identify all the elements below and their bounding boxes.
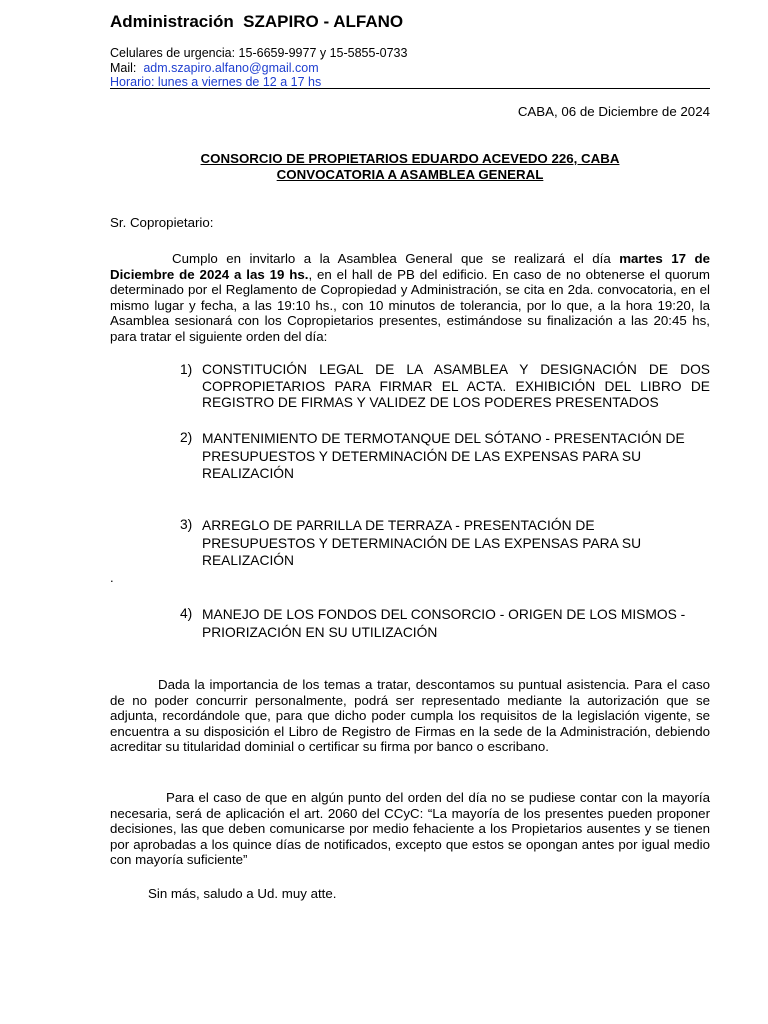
agenda-text: CONSTITUCIÓN LEGAL DE LA ASAMBLEA Y DESIGNACIÓN DE DOS COPROPIETARIOS PARA FIRMAR EL ACTA. EXHIBICIÓN DEL LIBRO DE REGISTRO DE FIRMAS Y VALIDEZ DE LOS PODERES PRESENTADOS: [202, 362, 710, 410]
office-hours: Horario: lunes a viernes de 12 a 17 hs: [110, 75, 322, 89]
agenda-text: MANEJO DE LOS FONDOS DEL CONSORCIO - ORIGEN DE LOS MISMOS - PRIORIZACIÓN EN SU UTILIZACIÓN: [202, 607, 686, 640]
letter-heading: [110, 151, 710, 182]
heading-line-1: CONSORCIO DE PROPIETARIOS EDUARDO ACEVEDO 226, CABA: [200, 151, 620, 166]
intro-paragraph: [110, 251, 710, 344]
closing-line: Sin más, saludo a Ud. muy atte.: [148, 886, 337, 901]
attendance-text: Dada la importancia de los temas a tratar, descontamos su puntual asistencia. Para el caso de no poder concurrir personalmente, podrá ser representado mediante la autorización que se adjunta, recordándole que, para que dicho poder cumpla los requisitos de la legislación vigente, se encuentra a su disposición el Libro de Registro de Firmas en la sede de la Administración, debiendo acreditar su titularidad dominial o certificar su firma por banco o escribano.: [110, 677, 710, 754]
intro-text-2: , en el hall de PB del edificio. En caso de no obtenerse el quorum determinado por el Reglamento de Copropiedad y Administración, se cita en 2da. convocatoria, en el mismo lugar y fecha, a las 19:10 hs., con 10 minutos de tolerancia, por lo que, a la hora 19:20, la Asamblea sesionará con los Copropietarios presentes, estimándose su finalización a las 20:45 hs, para tratar el siguiente orden del día:: [110, 266, 710, 344]
letterhead-title: Administración SZAPIRO - ALFANO: [110, 12, 404, 31]
attendance-paragraph: [110, 677, 710, 755]
contact-block: [110, 46, 407, 90]
letter-date: CABA, 06 de Diciembre de 2024: [517, 104, 710, 119]
header-divider: [110, 88, 710, 89]
agenda-number: 4): [180, 606, 193, 621]
majority-paragraph: [110, 790, 710, 868]
intro-date-bold: martes 17 de Diciembre de 2024 a las 19 hs.: [110, 251, 710, 282]
agenda-number: 1): [180, 362, 193, 377]
agenda-number: 2): [180, 430, 193, 445]
agenda-number: 3): [180, 517, 193, 532]
agenda-text: MANTENIMIENTO DE TERMOTANQUE DEL SÓTANO - PRESENTACIÓN DE PRESUPUESTOS Y DETERMINACIÓN DE LAS EXPENSAS PARA SU REALIZACIÓN: [202, 431, 685, 481]
mail-label: Mail:: [110, 60, 137, 75]
majority-text: Para el caso de que en algún punto del orden del día no se pudiese contar con la mayoría necesaria, será de aplicación el art. 2060 del CCyC: “La mayoría de los presentes pueden proponer decisiones, las que deben comunicarse por medio fehaciente a los Propietarios ausentes y se tienen por aprobadas a los quince días de notificados, excepto que estos se opongan antes por igual medio con mayoría suficiente”: [110, 790, 710, 867]
agenda-text: ARREGLO DE PARRILLA DE TERRAZA - PRESENTACIÓN DE PRESUPUESTOS Y DETERMINACIÓN DE LAS EXPENSAS PARA SU REALIZACIÓN: [202, 518, 642, 568]
intro-text-1: Cumplo en invitarlo a la Asamblea General que se realizará el día: [172, 251, 620, 266]
stray-dot: .: [110, 570, 114, 585]
mail-link[interactable]: adm.szapiro.alfano@gmail.com: [143, 60, 319, 75]
heading-line-2: CONVOCATORIA A ASAMBLEA GENERAL: [276, 166, 544, 182]
emergency-phones: Celulares de urgencia: 15-6659-9977 y 15-5855-0733: [110, 46, 408, 60]
salutation: Sr. Copropietario:: [110, 215, 214, 230]
mail-line: [110, 61, 407, 76]
